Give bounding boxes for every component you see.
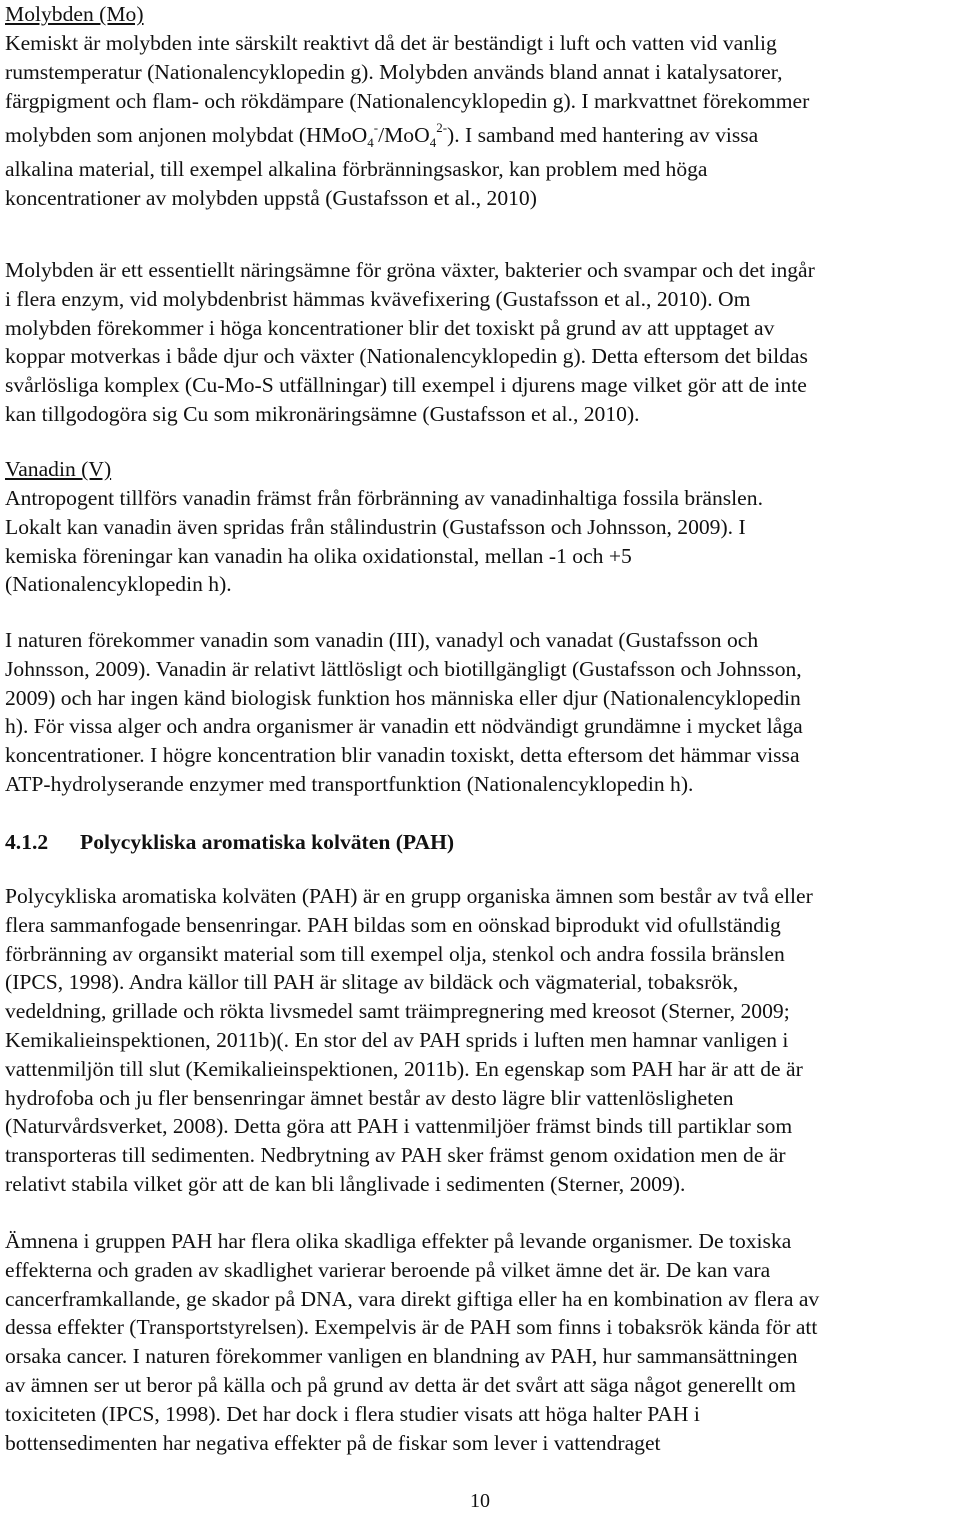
text-line: Kemikalieinspektionen, 2011b)(. En stor del av PAH sprids i luften men hamnar vanligen i [5, 1027, 789, 1052]
vanadin-paragraph-1 [5, 484, 763, 599]
molybden-paragraph-2 [5, 256, 815, 429]
formula-line [5, 115, 809, 155]
text-fragment: /MoO [378, 123, 430, 148]
text-line: ATP-hydrolyserande enzymer med transportfunktion (Nationalencyklopedin h). [5, 771, 694, 796]
text-line: kan tillgodogöra sig Cu som mikronäringsämne (Gustafsson et al., 2010). [5, 401, 640, 426]
text-line: koncentrationer. I högre koncentration blir vanadin toxiskt, detta eftersom det hämmar vissa [5, 743, 800, 768]
text-line: Lokalt kan vanadin även spridas från stålindustrin (Gustafsson och Johnsson, 2009). I [5, 514, 746, 539]
text-line: relativt stabila vilket gör att de kan bli långlivade i sedimenten (Sterner, 2009). [5, 1171, 686, 1196]
text-line: (Nationalencyklopedin h). [5, 572, 232, 597]
text-fragment: ). I samband med hantering av vissa [447, 123, 759, 148]
text-line: Polycykliska aromatiska kolväten (PAH) är en grupp organiska ämnen som består av två eller [5, 884, 813, 908]
text-line: toxiciteten (IPCS, 1998). Det har dock i flera studier visats att höga halter PAH i [5, 1401, 700, 1426]
text-line: rumstemperatur (Nationalencyklopedin g). Molybden används bland annat i katalysatorer, [5, 59, 783, 84]
text-line: förbränning av organsikt material som till exempel olja, stenkol och andra fossila bränslen [5, 941, 785, 966]
text-line: Molybden är ett essentiellt näringsämne för gröna växter, bakterier och svampar och det ingår [5, 258, 815, 282]
text-line: transporteras till sedimenten. Nedbrytning av PAH sker främst genom oxidation men de är [5, 1143, 786, 1168]
pah-paragraph-2 [5, 1227, 819, 1457]
text-line: flera sammanfogade bensenringar. PAH bildas som en oönskad biprodukt vid ofullständig [5, 912, 781, 937]
vanadin-heading: Vanadin (V) [5, 457, 112, 481]
pah-paragraph-1 [5, 882, 813, 1199]
text-line: vedeldning, grillade och rökta livsmedel samt träimpregnering med kreosot (Sterner, 2009; [5, 999, 790, 1024]
subscript: 4 [429, 135, 437, 151]
molybden-paragraph-1 [5, 29, 809, 213]
text-line: koncentrationer av molybden uppstå (Gustafsson et al., 2010) [5, 186, 537, 211]
text-line: dessa effekter (Transportstyrelsen). Exempelvis är de PAH som finns i tobaksrök kända för att [5, 1315, 818, 1340]
subscript: 4 [367, 135, 374, 151]
text-line: koppar motverkas i både djur och växter (Nationalencyklopedin g). Detta eftersom det bildas [5, 344, 808, 369]
superscript: - [373, 120, 379, 136]
text-line: Johnsson, 2009). Vanadin är relativt lättlösligt och biotillgängligt (Gustafsson och Johnsson, [5, 656, 802, 681]
vanadin-paragraph-2 [5, 626, 803, 799]
text-line: kemiska föreningar kan vanadin ha olika oxidationstal, mellan -1 och +5 [5, 543, 632, 568]
text-line: cancerframkallande, ge skador på DNA, vara direkt giftiga eller ha en kombination av flera av [5, 1286, 820, 1311]
text-line: Ämnena i gruppen PAH har flera olika skadliga effekter på levande organismer. De toxiska [5, 1229, 792, 1253]
molybden-heading: Molybden (Mo) [5, 2, 144, 26]
text-line: I naturen förekommer vanadin som vanadin (III), vanadyl och vanadat (Gustafsson och [5, 628, 759, 652]
text-line: bottensedimenten har negativa effekter på de fiskar som lever i vattendraget [5, 1430, 661, 1455]
text-line: molybden förekommer i höga koncentrationer blir det toxiskt på grund av att upptaget av [5, 315, 775, 340]
text-line: vattenmiljön till slut (Kemikalieinspektionen, 2011b). En egenskap som PAH har är att de är [5, 1056, 803, 1081]
section-title: Polycykliska aromatiska kolväten (PAH) [80, 830, 455, 854]
text-line: h). För vissa alger och andra organismer är vanadin ett nödvändigt grundämne i mycket låga [5, 714, 803, 739]
text-line: hydrofoba och ju fler bensenringar ämnet består av desto lägre blir vattenlösligheten [5, 1085, 734, 1110]
text-fragment: molybden som anjonen molybdat (HMoO [5, 123, 368, 148]
text-line: (IPCS, 1998). Andra källor till PAH är slitage av bildäck och vägmaterial, tobaksrök, [5, 970, 739, 995]
text-line: färgpigment och flam- och rökdämpare (Nationalencyklopedin g). I markvattnet förekommer [5, 88, 810, 113]
text-line: orsaka cancer. I naturen förekommer vanligen en blandning av PAH, hur sammansättningen [5, 1344, 798, 1369]
text-line: alkalina material, till exempel alkalina förbränningsaskor, kan problem med höga [5, 157, 708, 182]
text-line: (Naturvårdsverket, 2008). Detta göra att PAH i vattenmiljöer främst binds till partiklar som [5, 1114, 793, 1139]
page-number: 10 [470, 1490, 490, 1512]
text-line: 2009) och har ingen känd biologisk funktion hos människa eller djur (Nationalencyklopedin [5, 685, 801, 710]
text-line: svårlösliga komplex (Cu-Mo-S utfällningar) till exempel i djurens mage vilket gör att de inte [5, 373, 807, 398]
text-line: Kemiskt är molybden inte särskilt reaktivt då det är beständigt i luft och vatten vid vanlig [5, 31, 777, 55]
section-number: 4.1.2 [5, 830, 49, 854]
superscript: 2- [436, 120, 448, 136]
text-line: i flera enzym, vid molybdenbrist hämmas kvävefixering (Gustafsson et al., 2010). Om [5, 286, 751, 311]
text-line: Antropogent tillförs vanadin främst från förbränning av vanadinhaltiga fossila bränslen. [5, 486, 763, 510]
text-line: effekterna och graden av skadlighet varierar beroende på vilket ämne det är. De kan vara [5, 1257, 771, 1282]
text-line: av ämnen ser ut beror på källa och på grund av detta är det svårt att säga något generellt om [5, 1372, 796, 1397]
